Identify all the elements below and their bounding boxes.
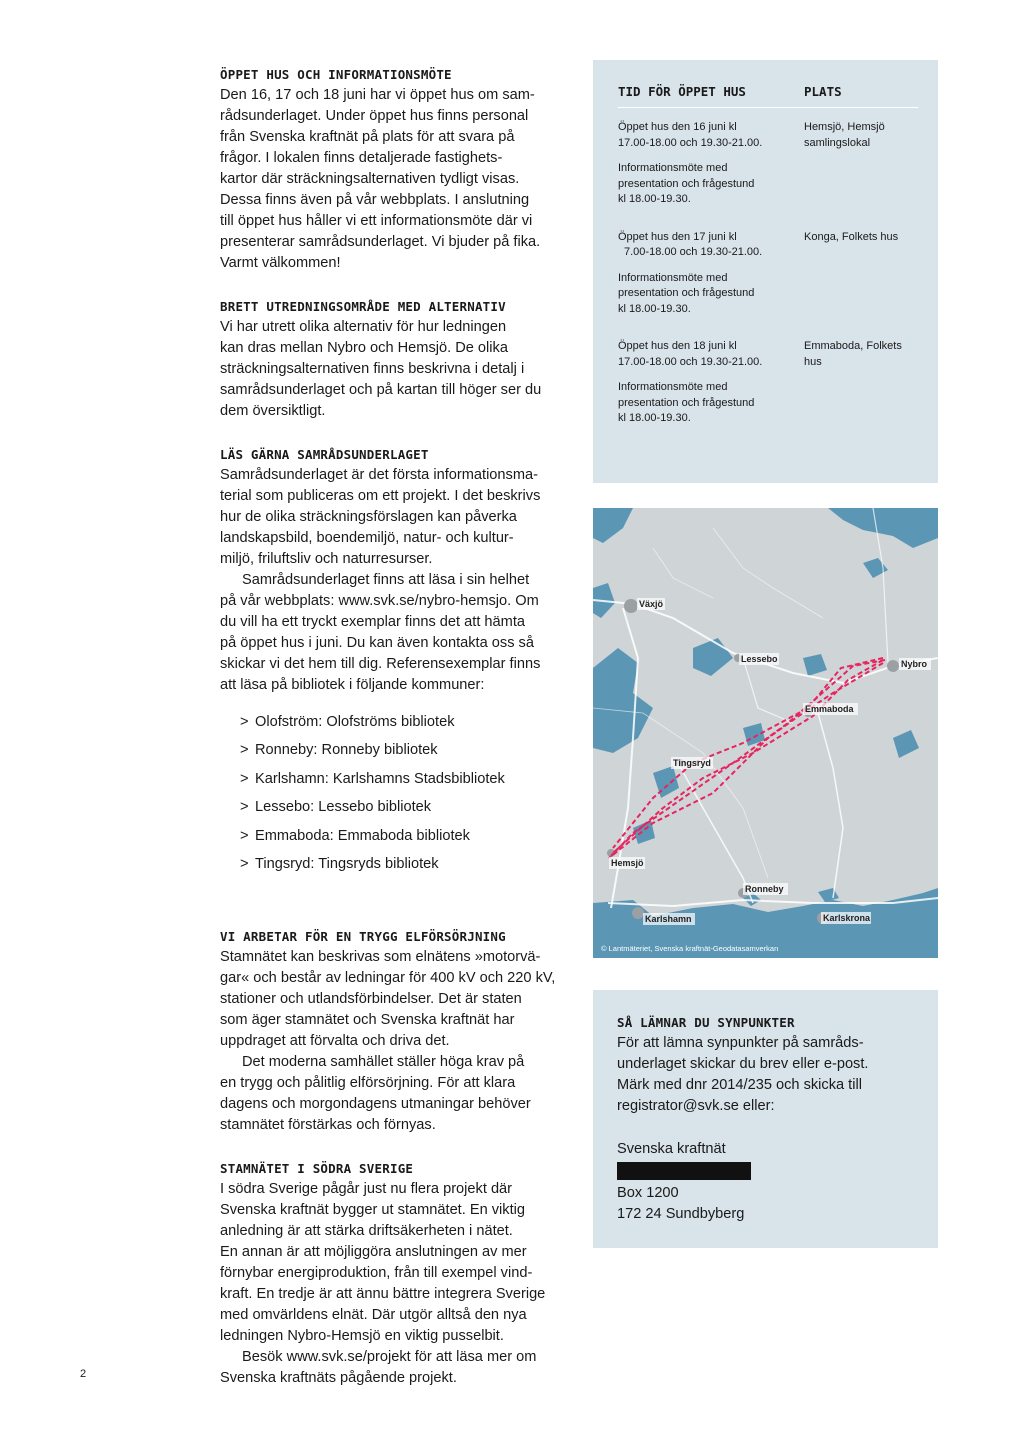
text-line: Stamnätet kan beskrivas som elnätens »motorvä- xyxy=(220,949,541,966)
place-cell xyxy=(804,230,918,318)
table-row xyxy=(618,208,918,318)
place-line: Hemsjö, Hemsjö xyxy=(804,121,885,133)
text-line: Den 16, 17 och 18 juni har vi öppet hus om sam- xyxy=(220,87,535,103)
text-line: Det moderna samhället ställer höga krav på xyxy=(242,1054,525,1071)
text-line: landskapsbild, boendemiljö, natur- och kultur- xyxy=(220,530,514,546)
info-line: Informationsmöte med xyxy=(618,162,728,174)
text-line: En annan är att möjliggöra anslutningen av mer xyxy=(220,1244,527,1261)
text-line: kartor där sträckningsalternativen tydligt visas. xyxy=(220,171,520,187)
text-line: kraft. En tredje är att ännu bättre integrera Sverige xyxy=(220,1286,546,1303)
time-cell xyxy=(618,339,804,427)
time-line: Öppet hus den 17 juni kl xyxy=(618,230,737,243)
text-line: till öppet hus håller vi ett informationsmöte där vi xyxy=(220,213,533,229)
text-line: Samrådsunderlaget är det första informationsma- xyxy=(220,467,538,483)
text-line: Märk med dnr 2014/235 och skicka till xyxy=(617,1077,862,1093)
text-line: kan dras mellan Nybro och Hemsjö. De olika xyxy=(220,340,508,356)
time-cell xyxy=(618,120,804,208)
text-line: sträckningsalternativen finns beskrivna i detalj i xyxy=(220,361,525,377)
text-line: som äger stamnätet och Svenska kraftnät har xyxy=(220,1012,515,1029)
text-line: underlaget skickar du brev eller e-post. xyxy=(617,1056,869,1072)
text-line: uppdraget att förvalta och driva det. xyxy=(220,1033,450,1050)
label-ronneby: Ronneby xyxy=(745,884,784,894)
list-item xyxy=(240,708,566,736)
text-line: med omvärldens elnät. Där utgör alltså den nya xyxy=(220,1307,527,1324)
open-house-table-panel xyxy=(593,60,938,483)
library-label: Emmaboda: Emmaboda bibliotek xyxy=(255,827,470,844)
text-line: rådsunderlaget. Under öppet hus finns personal xyxy=(220,108,529,124)
town-vaxjo-marker xyxy=(624,599,638,613)
para-secure-supply xyxy=(220,947,566,1136)
text-line: Dessa finns även på vår webbplats. I anslutning xyxy=(220,192,530,208)
library-label: Olofström: Olofströms bibliotek xyxy=(255,714,455,730)
text-line: I södra Sverige pågår just nu flera projekt där xyxy=(220,1181,513,1198)
chevron-right-icon: > xyxy=(240,714,249,730)
open-house-table xyxy=(618,84,918,427)
page-number: 2 xyxy=(80,1368,87,1380)
text-line: en trygg och pålitlig elförsörjning. För att klara xyxy=(220,1075,516,1092)
heading-secure-supply: VI ARBETAR FÖR EN TRYGG ELFÖRSÖRJNING xyxy=(220,929,506,945)
library-label: Lessebo: Lessebo bibliotek xyxy=(255,799,432,816)
label-tingsryd: Tingsryd xyxy=(673,758,711,768)
text-line: Vi har utrett olika alternativ för hur ledningen xyxy=(220,319,507,335)
time-cell xyxy=(618,230,804,318)
info-line: kl 18.00-19.30. xyxy=(618,412,691,424)
text-line: Besök www.svk.se/projekt för att läsa mer om xyxy=(242,1349,537,1366)
text-line: ledningen Nybro-Hemsjö en viktig pusselbit. xyxy=(220,1328,504,1345)
heading-feedback: SÅ LÄMNAR DU SYNPUNKTER xyxy=(617,1015,795,1030)
text-line: Svenska kraftnäts pågående projekt. xyxy=(220,1370,457,1387)
label-nybro: Nybro xyxy=(901,659,928,669)
list-item xyxy=(240,822,566,850)
text-line: på öppet hus i juni. Du kan även kontakta oss så xyxy=(220,635,534,651)
info-line: presentation och frågestund xyxy=(618,287,755,299)
place-line: Emmaboda, Folkets xyxy=(804,340,902,352)
text-line: Samrådsunderlaget finns att läsa i sin helhet xyxy=(242,572,530,588)
text-line: från Svenska kraftnät på plats för att svara på xyxy=(220,129,515,145)
label-vaxjo: Växjö xyxy=(639,599,664,609)
chevron-right-icon: > xyxy=(240,827,249,844)
left-column xyxy=(220,64,566,1389)
text-line: förnybar energiproduktion, från till exempel vind- xyxy=(220,1265,533,1282)
text-line: presenterar samrådsunderlaget. Vi bjuder på fika. xyxy=(220,234,541,250)
text-line: stamnätet förstärkas och förnyas. xyxy=(220,1117,436,1134)
place-line: samlingslokal xyxy=(804,136,871,149)
heading-south-sweden: STAMNÄTET I SÖDRA SVERIGE xyxy=(220,1161,414,1177)
text-line: anledning är att stärka driftsäkerheten i nätet. xyxy=(220,1223,513,1240)
place-line: hus xyxy=(804,355,822,368)
list-item xyxy=(240,765,566,793)
library-label: Ronneby: Ronneby bibliotek xyxy=(255,742,438,759)
text-line: frågor. I lokalen finns detaljerade fastighets- xyxy=(220,150,503,166)
address-name: Svenska kraftnät xyxy=(617,1141,726,1157)
time-line: 7.00-18.00 och 19.30-21.00. xyxy=(624,246,763,258)
table-row xyxy=(618,108,918,208)
label-karlshamn: Karlshamn xyxy=(645,914,692,924)
text-line: på vår webbplats: www.svk.se/nybro-hemsjo. Om xyxy=(220,593,539,609)
text-line: Svenska kraftnät bygger ut stamnätet. En viktig xyxy=(220,1202,526,1219)
time-line: 17.00-18.00 och 19.30-21.00. xyxy=(618,355,763,368)
town-karlshamn-marker xyxy=(632,907,644,919)
chevron-right-icon: > xyxy=(240,799,249,816)
feedback-content xyxy=(617,1012,914,1225)
library-list xyxy=(220,708,566,878)
route-map xyxy=(593,508,938,958)
para-read-underlag xyxy=(220,465,566,696)
label-hemsjo: Hemsjö xyxy=(611,858,644,868)
time-line: Öppet hus den 16 juni kl xyxy=(618,121,737,133)
map-credit: © Lantmäteriet, Svenska kraftnät-Geodatasamverkan xyxy=(601,944,779,953)
chevron-right-icon: > xyxy=(240,770,249,787)
info-line: Informationsmöte med xyxy=(618,271,728,284)
place-cell xyxy=(804,339,918,427)
library-label: Karlshamn: Karlshamns Stadsbibliotek xyxy=(255,770,505,787)
text-line: dagens och morgondagens utmaningar behöver xyxy=(220,1096,531,1113)
para-south-sweden xyxy=(220,1179,566,1389)
text-line: registrator@svk.se eller: xyxy=(617,1098,775,1114)
time-line: Öppet hus den 18 juni kl xyxy=(618,340,737,352)
time-line: 17.00-18.00 och 19.30-21.00. xyxy=(618,136,763,149)
address-box: Box 1200 xyxy=(617,1185,679,1201)
text-line: terial som publiceras om ett projekt. I det beskrivs xyxy=(220,488,541,504)
map-svg xyxy=(593,508,938,958)
place-cell xyxy=(804,120,918,208)
text-line: stationer och utlandsförbindelser. Det är staten xyxy=(220,991,522,1008)
col-header-place: PLATS xyxy=(804,84,842,99)
text-line: hur de olika sträckningsförslagen kan påverka xyxy=(220,509,517,525)
label-emmaboda: Emmaboda xyxy=(805,704,854,714)
text-line: att läsa på bibliotek i följande kommuner: xyxy=(220,677,485,693)
list-item xyxy=(240,793,566,821)
chevron-right-icon: > xyxy=(240,742,249,759)
text-line: Varmt välkommen! xyxy=(220,255,341,271)
list-item xyxy=(240,736,566,764)
heading-alternatives: BRETT UTREDNINGSOMRÅDE MED ALTERNATIV xyxy=(220,299,506,314)
info-line: kl 18.00-19.30. xyxy=(618,302,691,315)
chevron-right-icon: > xyxy=(240,856,249,873)
table-row xyxy=(618,317,918,427)
info-line: Informationsmöte med xyxy=(618,381,728,393)
feedback-panel xyxy=(593,990,938,1248)
info-line: presentation och frågestund xyxy=(618,396,755,409)
library-label: Tingsryd: Tingsryds bibliotek xyxy=(255,856,439,873)
redacted-block xyxy=(617,1162,751,1180)
address-postal: 172 24 Sundbyberg xyxy=(617,1206,745,1222)
town-nybro-marker xyxy=(887,660,899,672)
list-item xyxy=(240,850,566,878)
heading-open-house: ÖPPET HUS OCH INFORMATIONSMÖTE xyxy=(220,67,452,82)
para-open-house xyxy=(220,85,566,274)
label-lessebo: Lessebo xyxy=(741,654,778,664)
text-line: skickar vi det hem till dig. Referensexemplar finns xyxy=(220,656,541,672)
text-line: du vill ha ett tryckt exemplar finns det att hämta xyxy=(220,614,525,630)
text-line: dem översiktligt. xyxy=(220,403,326,419)
text-line: För att lämna synpunkter på samråds- xyxy=(617,1035,864,1051)
text-line: gar« och består av ledningar för 400 kV och 220 kV, xyxy=(220,970,556,987)
label-karlskrona: Karlskrona xyxy=(823,913,871,923)
col-header-time: TID FÖR ÖPPET HUS xyxy=(618,84,746,99)
table-header xyxy=(618,84,918,108)
text-line: miljö, friluftsliv och naturresurser. xyxy=(220,551,433,567)
para-alternatives xyxy=(220,317,566,422)
info-line: kl 18.00-19.30. xyxy=(618,193,691,205)
text-line: samrådsunderlaget och på kartan till höger ser du xyxy=(220,382,542,398)
heading-read-underlag: LÄS GÄRNA SAMRÅDSUNDERLAGET xyxy=(220,447,429,462)
info-line: presentation och frågestund xyxy=(618,177,755,190)
place-line: Konga, Folkets hus xyxy=(804,230,899,243)
